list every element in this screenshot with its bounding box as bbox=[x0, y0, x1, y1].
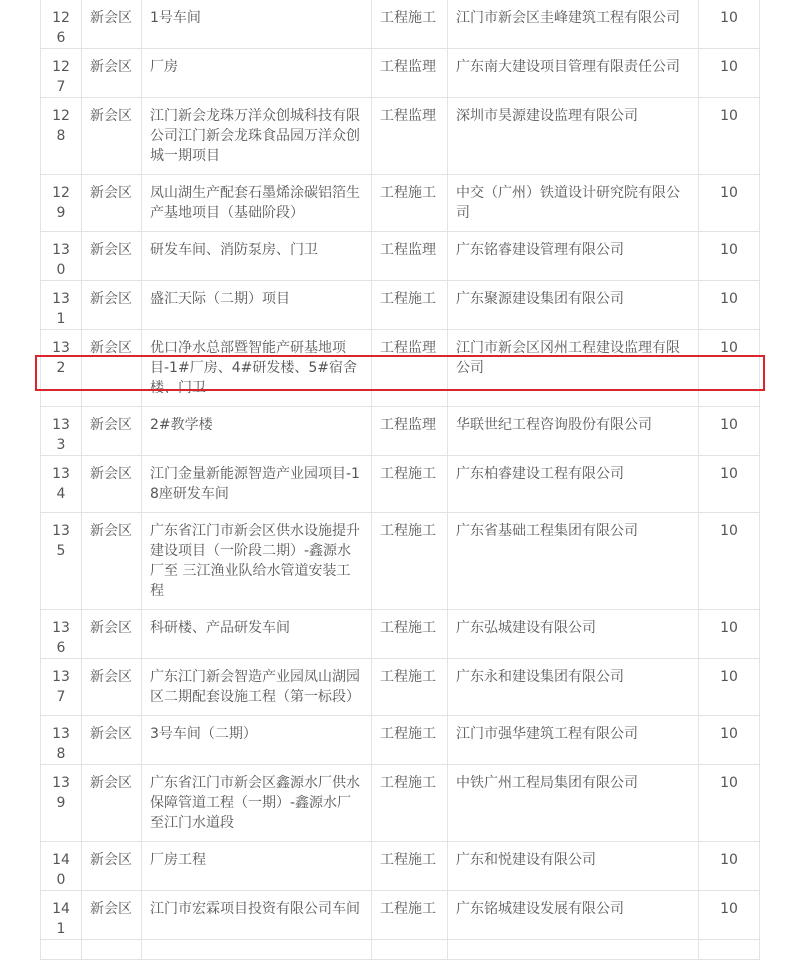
cell-score: 10 bbox=[699, 232, 760, 281]
cell-type: 工程施工 bbox=[372, 659, 448, 716]
cell-number: 129 bbox=[41, 175, 82, 232]
cell-project-name: 厂房 bbox=[142, 49, 372, 98]
cell-district: 新会区 bbox=[82, 891, 142, 940]
cell-district: 新会区 bbox=[82, 49, 142, 98]
cell-project-name: 3号车间（二期） bbox=[142, 716, 372, 765]
cell-type: 工程施工 bbox=[372, 765, 448, 842]
cell-company: 广东南大建设项目管理有限责任公司 bbox=[448, 49, 699, 98]
cell-company: 广东柏睿建设工程有限公司 bbox=[448, 456, 699, 513]
cell-company: 广东铭城建设发展有限公司 bbox=[448, 891, 699, 940]
cell-score: 10 bbox=[699, 513, 760, 610]
cell-district: 新会区 bbox=[82, 175, 142, 232]
cell-score: 10 bbox=[699, 49, 760, 98]
cell-score: 10 bbox=[699, 765, 760, 842]
cell-type: 工程施工 bbox=[372, 610, 448, 659]
table-row bbox=[41, 232, 760, 281]
cell-company: 广东永和建设集团有限公司 bbox=[448, 659, 699, 716]
cell-district: 新会区 bbox=[82, 407, 142, 456]
cell-district: 新会区 bbox=[82, 281, 142, 330]
cell-number: 141 bbox=[41, 891, 82, 940]
table-row bbox=[41, 281, 760, 330]
cell-number: 127 bbox=[41, 49, 82, 98]
table-row-partial bbox=[41, 940, 760, 960]
table-row bbox=[41, 456, 760, 513]
cell-district: 新会区 bbox=[82, 765, 142, 842]
cell-company: 中铁广州工程局集团有限公司 bbox=[448, 765, 699, 842]
cell-number: 133 bbox=[41, 407, 82, 456]
cell-company: 中交（广州）铁道设计研究院有限公司 bbox=[448, 175, 699, 232]
cell-number: 135 bbox=[41, 513, 82, 610]
cell-district: 新会区 bbox=[82, 232, 142, 281]
cell-score: 10 bbox=[699, 175, 760, 232]
cell-project-name: 广东江门新会智造产业园凤山湖园区二期配套设施工程（第一标段） bbox=[142, 659, 372, 716]
cell-district: 新会区 bbox=[82, 456, 142, 513]
cell-score: 10 bbox=[699, 98, 760, 175]
cell-type bbox=[372, 940, 448, 960]
cell-company bbox=[448, 940, 699, 960]
cell-type: 工程施工 bbox=[372, 281, 448, 330]
cell-company: 广东省基础工程集团有限公司 bbox=[448, 513, 699, 610]
cell-score: 10 bbox=[699, 610, 760, 659]
cell-number: 131 bbox=[41, 281, 82, 330]
cell-company: 广东和悦建设有限公司 bbox=[448, 842, 699, 891]
cell-district: 新会区 bbox=[82, 0, 142, 49]
cell-number: 126 bbox=[41, 0, 82, 49]
table-row bbox=[41, 513, 760, 610]
cell-type: 工程监理 bbox=[372, 49, 448, 98]
cell-number: 134 bbox=[41, 456, 82, 513]
cell-company: 广东弘城建设有限公司 bbox=[448, 610, 699, 659]
cell-score bbox=[699, 940, 760, 960]
cell-type: 工程施工 bbox=[372, 891, 448, 940]
cell-type: 工程监理 bbox=[372, 407, 448, 456]
cell-score: 10 bbox=[699, 891, 760, 940]
cell-type: 工程施工 bbox=[372, 513, 448, 610]
table-row bbox=[41, 716, 760, 765]
table-row bbox=[41, 330, 760, 407]
table-row bbox=[41, 610, 760, 659]
table-row bbox=[41, 891, 760, 940]
cell-district: 新会区 bbox=[82, 659, 142, 716]
cell-company: 江门市强华建筑工程有限公司 bbox=[448, 716, 699, 765]
cell-project-name bbox=[142, 940, 372, 960]
cell-project-name: 江门市宏霖项目投资有限公司车间 bbox=[142, 891, 372, 940]
cell-number: 130 bbox=[41, 232, 82, 281]
cell-project-name: 广东省江门市新会区鑫源水厂供水保障管道工程（一期）-鑫源水厂至江门水道段 bbox=[142, 765, 372, 842]
cell-company: 江门市新会区冈州工程建设监理有限公司 bbox=[448, 330, 699, 407]
table-row bbox=[41, 0, 760, 49]
cell-project-name: 广东省江门市新会区供水设施提升建设项目（一阶段二期）-鑫源水厂至 三江渔业队给水管道安装工程 bbox=[142, 513, 372, 610]
cell-number: 140 bbox=[41, 842, 82, 891]
cell-score: 10 bbox=[699, 716, 760, 765]
cell-type: 工程监理 bbox=[372, 98, 448, 175]
cell-type: 工程施工 bbox=[372, 716, 448, 765]
cell-score: 10 bbox=[699, 842, 760, 891]
cell-project-name: 江门金量新能源智造产业园项目-18座研发车间 bbox=[142, 456, 372, 513]
cell-number bbox=[41, 940, 82, 960]
cell-district bbox=[82, 940, 142, 960]
cell-score: 10 bbox=[699, 456, 760, 513]
cell-type: 工程施工 bbox=[372, 175, 448, 232]
cell-district: 新会区 bbox=[82, 610, 142, 659]
cell-type: 工程施工 bbox=[372, 842, 448, 891]
cell-number: 132 bbox=[41, 330, 82, 407]
cell-type: 工程施工 bbox=[372, 456, 448, 513]
table-row bbox=[41, 765, 760, 842]
results-table bbox=[40, 0, 760, 960]
cell-project-name: 1号车间 bbox=[142, 0, 372, 49]
cell-district: 新会区 bbox=[82, 842, 142, 891]
table-body bbox=[41, 0, 760, 960]
cell-project-name: 盛汇天际（二期）项目 bbox=[142, 281, 372, 330]
cell-company: 广东铭睿建设管理有限公司 bbox=[448, 232, 699, 281]
cell-score: 10 bbox=[699, 330, 760, 407]
cell-project-name: 2#教学楼 bbox=[142, 407, 372, 456]
cell-project-name: 凤山湖生产配套石墨烯涂碳铝箔生产基地项目（基础阶段） bbox=[142, 175, 372, 232]
cell-type: 工程监理 bbox=[372, 330, 448, 407]
cell-project-name: 研发车间、消防泵房、门卫 bbox=[142, 232, 372, 281]
table-row bbox=[41, 49, 760, 98]
table-row bbox=[41, 98, 760, 175]
cell-company: 江门市新会区圭峰建筑工程有限公司 bbox=[448, 0, 699, 49]
cell-company: 华联世纪工程咨询股份有限公司 bbox=[448, 407, 699, 456]
cell-project-name: 科研楼、产品研发车间 bbox=[142, 610, 372, 659]
cell-district: 新会区 bbox=[82, 330, 142, 407]
table-row-highlighted bbox=[41, 407, 760, 456]
table-row bbox=[41, 842, 760, 891]
cell-district: 新会区 bbox=[82, 513, 142, 610]
cell-project-name: 江门新会龙珠万洋众创城科技有限公司江门新会龙珠食品园万洋众创城一期项目 bbox=[142, 98, 372, 175]
cell-number: 136 bbox=[41, 610, 82, 659]
cell-district: 新会区 bbox=[82, 98, 142, 175]
cell-district: 新会区 bbox=[82, 716, 142, 765]
cell-type: 工程施工 bbox=[372, 0, 448, 49]
cell-number: 128 bbox=[41, 98, 82, 175]
cell-project-name: 优口净水总部暨智能产研基地项目-1#厂房、4#研发楼、5#宿舍楼、门卫 bbox=[142, 330, 372, 407]
cell-project-name: 厂房工程 bbox=[142, 842, 372, 891]
cell-score: 10 bbox=[699, 659, 760, 716]
cell-number: 138 bbox=[41, 716, 82, 765]
cell-type: 工程监理 bbox=[372, 232, 448, 281]
cell-score: 10 bbox=[699, 281, 760, 330]
table-row bbox=[41, 175, 760, 232]
cell-score: 10 bbox=[699, 0, 760, 49]
cell-number: 137 bbox=[41, 659, 82, 716]
cell-company: 广东聚源建设集团有限公司 bbox=[448, 281, 699, 330]
cell-company: 深圳市昊源建设监理有限公司 bbox=[448, 98, 699, 175]
table-row bbox=[41, 659, 760, 716]
cell-score: 10 bbox=[699, 407, 760, 456]
cell-number: 139 bbox=[41, 765, 82, 842]
